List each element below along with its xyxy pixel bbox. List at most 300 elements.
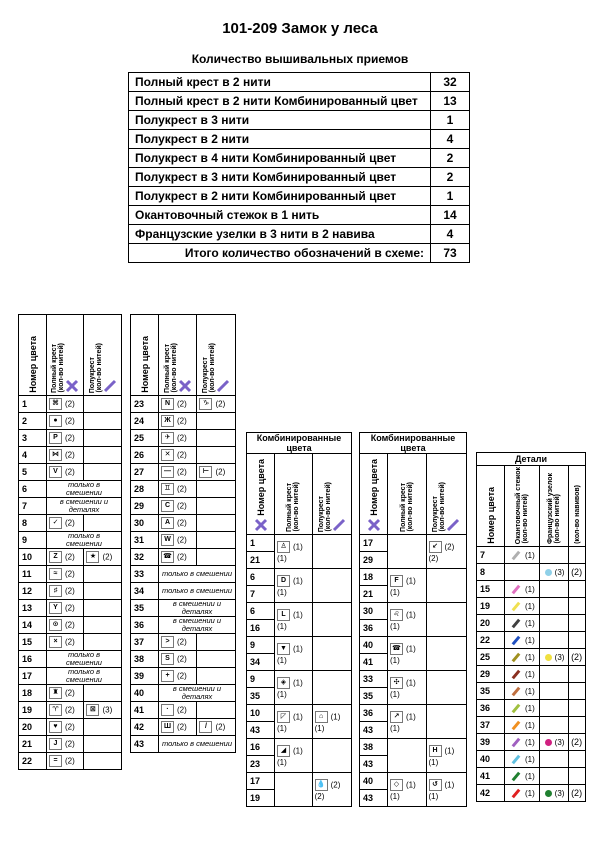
color-table-1 — [18, 314, 122, 770]
thread-count-1: (1) — [293, 711, 303, 721]
thread-count: (3) — [554, 568, 565, 577]
thread-count: (2) — [65, 552, 75, 562]
color-number: 35 — [247, 688, 275, 705]
color-number: 41 — [477, 768, 505, 785]
color-number: 16 — [247, 739, 275, 756]
symbol-box: ⋈ — [49, 449, 62, 461]
full-cross-cell — [47, 566, 84, 583]
thread-count: (2) — [65, 688, 75, 698]
color-number: 23 — [131, 396, 159, 413]
full-cross-cell — [275, 569, 313, 603]
summary-row — [129, 206, 470, 225]
summary-value: 4 — [431, 130, 470, 149]
color-number: 7 — [247, 586, 275, 603]
wraps-cell — [569, 683, 586, 700]
full-cross-cell — [388, 535, 427, 569]
full-cross-cell — [275, 637, 313, 671]
full-cross-cell — [388, 705, 427, 739]
table-row — [477, 581, 586, 598]
symbol-box: ⌂ — [315, 711, 328, 723]
table-row — [360, 603, 467, 620]
color-number: 43 — [247, 722, 275, 739]
symbol-box: × — [49, 636, 62, 648]
backstitch-cell — [505, 632, 540, 649]
table-row — [477, 547, 586, 564]
half-cross-cell — [197, 515, 236, 532]
color-number: 25 — [131, 430, 159, 447]
full-cross-cell — [388, 637, 427, 671]
color-number: 38 — [131, 651, 159, 668]
symbol-box: Z — [49, 551, 62, 563]
summary-label: Окантовочный стежок в 1 нить — [129, 206, 431, 225]
french-knot-cell — [539, 581, 568, 598]
header-row — [19, 315, 122, 396]
table-row — [477, 564, 586, 581]
half-cross-cell — [84, 515, 122, 532]
full-cross-cell — [159, 481, 197, 498]
wraps-cell — [569, 700, 586, 717]
table-row — [247, 637, 352, 654]
color-number: 4 — [19, 447, 47, 464]
backstitch-cell — [505, 547, 540, 564]
title-row — [477, 453, 586, 466]
header-text: (кол-во нитей) — [293, 482, 301, 532]
table-row — [131, 685, 236, 702]
color-number: 1 — [247, 535, 275, 552]
color-number: 43 — [360, 756, 388, 773]
thread-count: (2) — [65, 705, 75, 715]
summary-row — [129, 168, 470, 187]
summary-value: 13 — [431, 92, 470, 111]
color-number: 35 — [131, 600, 159, 617]
full-cross-cell — [159, 702, 197, 719]
color-number: 18 — [19, 685, 47, 702]
symbol-box: ≈ — [49, 568, 62, 580]
table-row — [477, 632, 586, 649]
header-text: Полный крест — [163, 344, 171, 393]
full-cross-cell — [159, 532, 197, 549]
summary-value: 1 — [431, 111, 470, 130]
wraps-cell — [569, 768, 586, 785]
backstitch-cell — [505, 751, 540, 768]
backstitch-line — [512, 602, 521, 612]
half-cross-cell — [197, 447, 236, 464]
symbol-box: ♥ — [49, 721, 62, 733]
thread-count-2: (1) — [390, 621, 400, 631]
color-number: 30 — [360, 603, 388, 620]
summary-label: Полный крест в 2 нити — [129, 73, 431, 92]
summary-row — [129, 73, 470, 92]
color-number: 36 — [360, 620, 388, 637]
full-cross-cell — [47, 685, 84, 702]
header-row — [131, 315, 236, 396]
color-number: 41 — [131, 702, 159, 719]
table-row — [247, 773, 352, 790]
french-knot-dot — [545, 790, 552, 797]
symbol-box: ☎ — [161, 551, 174, 563]
table-row — [19, 515, 122, 532]
half-cross-cell — [197, 430, 236, 447]
thread-count-2: (1) — [277, 587, 287, 597]
combined-table-1 — [246, 432, 352, 807]
thread-count-2: (1) — [277, 723, 287, 733]
color-number: 36 — [360, 705, 388, 722]
backstitch-cell — [505, 666, 540, 683]
table-row — [477, 768, 586, 785]
symbol-box: ⊙ — [49, 619, 62, 631]
half-cross-cell — [84, 600, 122, 617]
color-number: 40 — [360, 637, 388, 654]
thread-count: (1) — [525, 687, 535, 696]
backstitch-cell — [505, 649, 540, 666]
half-cross-cell — [84, 753, 122, 770]
summary-total-row — [129, 244, 470, 263]
page-subtitle: Количество вышивальных приемов — [191, 52, 409, 66]
full-cross-cell — [47, 515, 84, 532]
symbol-box: V — [49, 466, 62, 478]
table-row — [360, 671, 467, 688]
summary-label: Полукрест в 2 нити Комбинированный цвет — [129, 187, 431, 206]
symbol-box: + — [161, 670, 174, 682]
color-number: 41 — [360, 654, 388, 671]
header-cell — [159, 315, 197, 396]
thread-count: (2) — [177, 654, 187, 664]
symbol-box: ✈ — [161, 432, 174, 444]
header-text: (кол-во нитей) — [324, 482, 332, 532]
half-cross-cell — [312, 535, 351, 569]
french-knot-dot — [545, 739, 552, 746]
full-cross-cell — [275, 535, 313, 569]
color-number: 22 — [19, 753, 47, 770]
half-cross-cell — [312, 637, 351, 671]
symbol-box: ♜ — [49, 687, 62, 699]
color-number: 19 — [247, 790, 275, 807]
header-text: (кол-во нитей) — [406, 482, 414, 532]
backstitch-line — [512, 619, 521, 629]
full-cross-cell — [47, 430, 84, 447]
symbol-box: L — [277, 609, 290, 621]
table-row — [19, 413, 122, 430]
table-row — [477, 615, 586, 632]
full-cross-cell — [47, 736, 84, 753]
thread-count: (2) — [177, 671, 187, 681]
table-row — [360, 773, 467, 790]
color-number: 43 — [360, 790, 388, 807]
symbol-box: ♯ — [49, 585, 62, 597]
thread-count-1: (1) — [406, 779, 416, 789]
thread-count: (2) — [65, 637, 75, 647]
thread-count: (3) — [554, 738, 565, 747]
table-row — [19, 736, 122, 753]
table-row — [131, 481, 236, 498]
color-number: 9 — [247, 637, 275, 654]
combined-title: Комбинированные цвета — [247, 433, 352, 454]
summary-value: 14 — [431, 206, 470, 225]
color-number: 21 — [360, 586, 388, 603]
table-row — [360, 569, 467, 586]
header-cell — [131, 315, 159, 396]
full-cross-cell — [47, 617, 84, 634]
symbol-box: ♊ — [161, 483, 174, 495]
thread-count: (2) — [177, 705, 187, 715]
color-number: 37 — [131, 634, 159, 651]
thread-count: (1) — [525, 738, 535, 747]
details-title: Детали — [477, 453, 586, 466]
symbol-box: ♙ — [277, 541, 290, 553]
table-row — [131, 464, 236, 481]
half-cross-cell — [84, 583, 122, 600]
wraps-cell — [569, 547, 586, 564]
page-title: 101-209 Замок у леса — [222, 20, 378, 37]
french-knot-cell — [539, 717, 568, 734]
full-cross-cell — [47, 464, 84, 481]
half-cross-cell — [197, 634, 236, 651]
note-cell: в смешении и деталях — [47, 498, 122, 515]
symbol-box: ✓ — [49, 517, 62, 529]
symbol-box: ● — [49, 415, 62, 427]
color-number: 13 — [19, 600, 47, 617]
header-cell — [19, 315, 47, 396]
half-cross-cell — [197, 702, 236, 719]
color-number: 3 — [19, 430, 47, 447]
french-knot-cell — [539, 598, 568, 615]
table-row — [19, 685, 122, 702]
table-row — [19, 617, 122, 634]
color-table-2 — [130, 314, 236, 753]
thread-count: (2) — [102, 552, 113, 562]
half-cross-cell — [426, 603, 466, 637]
table-row — [477, 734, 586, 751]
thread-count: (2) — [177, 637, 187, 647]
full-cross-cell — [159, 515, 197, 532]
color-number: 38 — [360, 739, 388, 756]
full-cross-cell — [159, 447, 197, 464]
table-row — [131, 634, 236, 651]
symbol-box: · — [161, 704, 174, 716]
thread-count-2: (2) — [428, 553, 439, 563]
color-number: 35 — [477, 683, 505, 700]
symbol-box: W — [161, 534, 174, 546]
half-cross-cell — [84, 702, 122, 719]
header-text: Номер цвета — [140, 336, 150, 393]
french-knot-cell — [539, 666, 568, 683]
color-number: 7 — [477, 547, 505, 564]
half-cross-cell — [312, 603, 351, 637]
color-number: 26 — [131, 447, 159, 464]
thread-count: (2) — [177, 399, 187, 409]
half-cross-cell — [84, 719, 122, 736]
thread-count-1: (1) — [330, 711, 341, 721]
color-number: 29 — [360, 552, 388, 569]
full-cross-cell — [159, 413, 197, 430]
symbol-box: A — [161, 517, 174, 529]
color-number: 24 — [131, 413, 159, 430]
thread-count-2: (1) — [390, 655, 400, 665]
half-cross-cell — [84, 396, 122, 413]
table-row — [131, 396, 236, 413]
header-cell — [505, 466, 540, 547]
thread-count-1: (1) — [444, 745, 455, 755]
half-cross-cell — [197, 532, 236, 549]
thread-count-2: (1) — [390, 791, 400, 801]
full-cross-cell — [275, 671, 313, 705]
full-cross-cell — [47, 549, 84, 566]
header-text: (кол-во нитей) — [521, 494, 529, 544]
table-row — [131, 600, 236, 617]
symbol-box: J — [49, 738, 62, 750]
table-row — [19, 719, 122, 736]
half-cross-cell — [84, 634, 122, 651]
symbol-box: ♈ — [49, 704, 62, 716]
color-number: 10 — [247, 705, 275, 722]
color-number: 29 — [477, 666, 505, 683]
symbol-box: ◇ — [390, 779, 403, 791]
header-cell — [360, 454, 388, 535]
thread-count-2: (1) — [277, 757, 287, 767]
symbol-box: ✣ — [390, 677, 403, 689]
thread-count: (3) — [102, 705, 113, 715]
color-number: 11 — [19, 566, 47, 583]
summary-value: 2 — [431, 149, 470, 168]
table-row — [477, 700, 586, 717]
color-number: 35 — [360, 688, 388, 705]
summary-value: 4 — [431, 225, 470, 244]
full-cross-cell — [47, 583, 84, 600]
half-cross-cell — [84, 566, 122, 583]
wraps-cell — [569, 751, 586, 768]
header-text: Полукрест — [88, 356, 96, 393]
symbol-box: ♌ — [390, 609, 403, 621]
symbol-box: ↺ — [429, 779, 442, 791]
summary-row — [129, 149, 470, 168]
thread-count: (2) — [177, 450, 187, 460]
color-number: 43 — [360, 722, 388, 739]
summary-row — [129, 130, 470, 149]
full-cross-cell — [159, 498, 197, 515]
header-text: Номер цвета — [369, 459, 379, 516]
thread-count: (2) — [177, 518, 187, 528]
thread-count-2: (2) — [314, 791, 325, 801]
table-row — [19, 668, 122, 685]
header-text: (кол-во нитей) — [439, 482, 447, 532]
note-cell: в смешении и деталях — [159, 617, 236, 634]
color-number: 21 — [247, 552, 275, 569]
table-row — [131, 413, 236, 430]
wraps-cell — [569, 666, 586, 683]
backstitch-line — [512, 585, 521, 595]
half-cross-cell — [312, 773, 351, 807]
thread-count-1: (2) — [444, 541, 455, 551]
summary-label: Полукрест в 3 нити Комбинированный цвет — [129, 168, 431, 187]
color-number: 20 — [477, 615, 505, 632]
header-cell — [426, 454, 466, 535]
color-number: 6 — [247, 603, 275, 620]
backstitch-line — [512, 755, 521, 765]
color-number: 28 — [131, 481, 159, 498]
thread-count-1: (1) — [406, 575, 416, 585]
full-cross-cell — [47, 396, 84, 413]
thread-count-2: (1) — [428, 791, 439, 801]
table-row — [131, 515, 236, 532]
backstitch-cell — [505, 734, 540, 751]
thread-count: (2) — [177, 501, 187, 511]
table-row — [247, 535, 352, 552]
table-row — [19, 634, 122, 651]
table-row — [19, 498, 122, 515]
thread-count: (2) — [65, 399, 75, 409]
backstitch-cell — [505, 700, 540, 717]
header-text: (кол-во нитей) — [170, 343, 178, 393]
color-number: 34 — [131, 583, 159, 600]
thread-count: (2) — [65, 722, 75, 732]
color-number: 40 — [360, 773, 388, 790]
thread-count-1: (1) — [293, 643, 303, 653]
wraps-cell — [569, 598, 586, 615]
header-cell — [197, 315, 236, 396]
symbol-box: H — [429, 745, 442, 757]
symbol-box: ✕ — [161, 449, 174, 461]
half-cross-cell — [197, 651, 236, 668]
table-row — [19, 600, 122, 617]
summary-row — [129, 225, 470, 244]
french-knot-cell — [539, 734, 568, 751]
half-cross-cell — [426, 739, 466, 773]
color-number: 22 — [477, 632, 505, 649]
full-cross-icon — [254, 518, 268, 532]
backstitch-line — [512, 721, 521, 731]
table-row — [360, 705, 467, 722]
thread-count-2: (1) — [390, 723, 400, 733]
french-knot-cell — [539, 700, 568, 717]
symbol-box: S — [161, 653, 174, 665]
color-number: 1 — [19, 396, 47, 413]
full-cross-cell — [388, 603, 427, 637]
thread-count: (2) — [65, 739, 75, 749]
table-row — [247, 705, 352, 722]
full-cross-cell — [159, 430, 197, 447]
half-cross-icon — [103, 379, 117, 393]
header-text: (кол-во нитей) — [95, 343, 103, 393]
title-row — [360, 433, 467, 454]
symbol-box: ★ — [86, 551, 99, 563]
color-number: 16 — [19, 651, 47, 668]
summary-label: Полный крест в 2 нити Комбинированный цвет — [129, 92, 431, 111]
thread-count-1: (1) — [406, 643, 416, 653]
thread-count-2: (1) — [390, 587, 400, 597]
thread-count-1: (1) — [293, 745, 303, 755]
summary-label: Полукрест в 2 нити — [129, 130, 431, 149]
french-knot-cell — [539, 547, 568, 564]
backstitch-cell — [505, 768, 540, 785]
header-text: (кол-во нитей) — [209, 343, 217, 393]
half-cross-cell — [197, 719, 236, 736]
table-row — [477, 751, 586, 768]
color-number: 8 — [477, 564, 505, 581]
french-knot-cell — [539, 785, 568, 802]
symbol-box: ⊢ — [199, 466, 212, 478]
symbol-box: Y — [49, 602, 62, 614]
table-row — [247, 739, 352, 756]
backstitch-cell — [505, 683, 540, 700]
table-row — [477, 717, 586, 734]
color-number: 14 — [19, 617, 47, 634]
note-cell: только в смешении — [159, 566, 236, 583]
table-row — [247, 569, 352, 586]
half-cross-cell — [84, 685, 122, 702]
color-number: 42 — [131, 719, 159, 736]
thread-count: (1) — [525, 653, 535, 662]
color-number: 27 — [131, 464, 159, 481]
